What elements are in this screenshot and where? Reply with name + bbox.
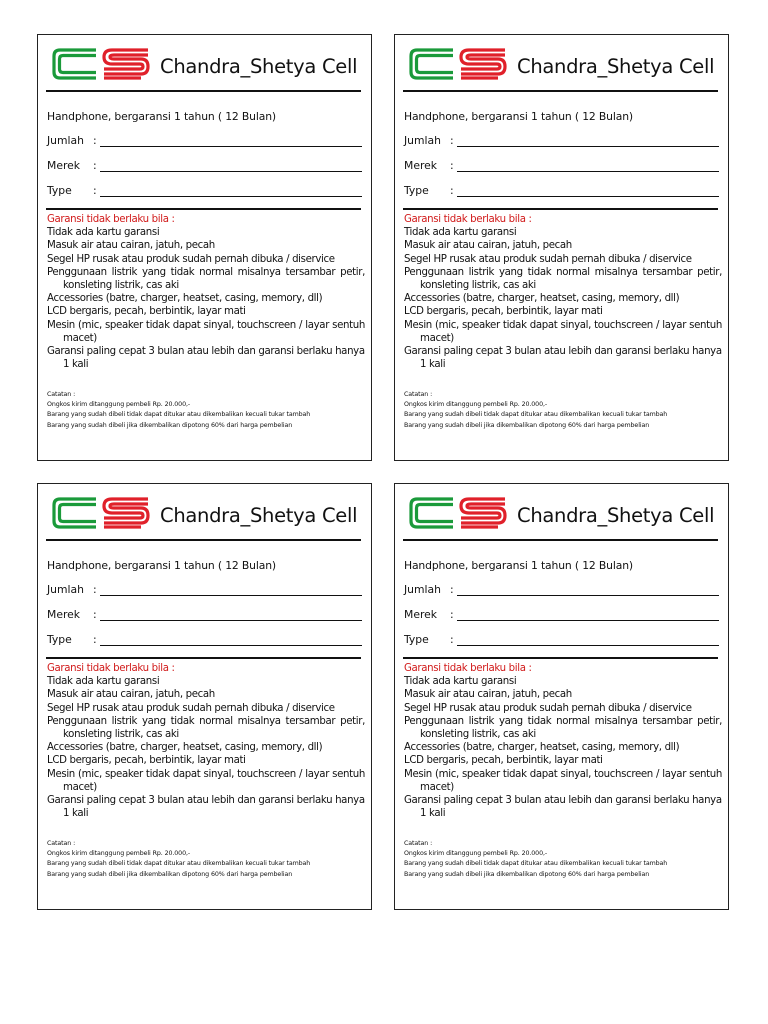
brand-field[interactable] xyxy=(47,159,362,175)
quantity-field[interactable] xyxy=(404,134,719,150)
section-divider xyxy=(403,657,718,659)
field-label: Merek xyxy=(47,159,81,172)
warranty-item: Tidak ada kartu garansi xyxy=(404,227,517,239)
field-label: Merek xyxy=(404,608,438,621)
warranty-item: Garansi paling cepat 3 bulan atau lebih dan garansi berlaku hanya 1 kali xyxy=(404,795,722,820)
warranty-intro: Handphone, bergaransi 1 tahun ( 12 Bulan) xyxy=(404,559,633,572)
warranty-card xyxy=(37,483,372,910)
note-item: Ongkos kirim ditanggung pembeli Rp. 20.000,- xyxy=(404,401,548,409)
note-item: Barang yang sudah dibeli jika dikembalikan dipotong 60% dari harga pembelian xyxy=(47,421,293,429)
field-colon: : xyxy=(93,134,97,147)
section-divider xyxy=(46,657,361,659)
brand-field[interactable] xyxy=(47,608,362,624)
warranty-item: Garansi paling cepat 3 bulan atau lebih dan garansi berlaku hanya 1 kali xyxy=(404,346,722,371)
field-colon: : xyxy=(93,633,97,646)
notes-heading: Catatan : xyxy=(47,391,76,398)
brand-input-line[interactable] xyxy=(457,171,719,172)
warranty-intro: Handphone, bergaransi 1 tahun ( 12 Bulan) xyxy=(47,110,276,123)
cs-logo-icon xyxy=(52,497,150,529)
note-item: Barang yang sudah dibeli jika dikembalikan dipotong 60% dari harga pembelian xyxy=(404,421,650,429)
warranty-item: Mesin (mic, speaker tidak dapat sinyal, touchscreen / layar sentuh macet) xyxy=(404,319,722,344)
warranty-item: LCD bergaris, pecah, berbintik, layar mati xyxy=(47,755,246,767)
type-field[interactable] xyxy=(404,633,719,649)
note-item: Barang yang sudah dibeli tidak dapat ditukar atau dikembalikan kecuali tukar tambah xyxy=(404,860,668,868)
field-colon: : xyxy=(450,608,454,621)
warranty-item: Garansi paling cepat 3 bulan atau lebih dan garansi berlaku hanya 1 kali xyxy=(47,795,365,820)
warranty-card xyxy=(37,34,372,461)
field-label: Merek xyxy=(47,608,81,621)
note-item: Ongkos kirim ditanggung pembeli Rp. 20.000,- xyxy=(404,850,548,858)
warranty-heading: Garansi tidak berlaku bila : xyxy=(47,214,175,225)
quantity-input-line[interactable] xyxy=(457,146,719,147)
header-divider xyxy=(46,90,361,92)
field-colon: : xyxy=(93,159,97,172)
type-input-line[interactable] xyxy=(100,645,362,646)
type-input-line[interactable] xyxy=(457,645,719,646)
section-divider xyxy=(403,208,718,210)
field-colon: : xyxy=(93,608,97,621)
notes-section xyxy=(47,390,365,431)
type-field[interactable] xyxy=(47,633,362,649)
cs-logo-icon xyxy=(52,48,150,80)
field-label: Type xyxy=(47,633,72,646)
brand-field[interactable] xyxy=(404,159,719,175)
warranty-item: Tidak ada kartu garansi xyxy=(47,227,160,239)
header-divider xyxy=(403,90,718,92)
warranty-item: Masuk air atau cairan, jatuh, pecah xyxy=(404,240,572,252)
warranty-item: Segel HP rusak atau produk sudah pernah dibuka / diservice xyxy=(47,702,335,714)
brand-name: Chandra_Shetya Cell xyxy=(160,504,358,527)
field-colon: : xyxy=(93,184,97,197)
type-field[interactable] xyxy=(404,184,719,200)
warranty-item: Segel HP rusak atau produk sudah pernah dibuka / diservice xyxy=(404,253,692,265)
warranty-item: Masuk air atau cairan, jatuh, pecah xyxy=(47,689,215,701)
warranty-exclusions xyxy=(404,213,722,371)
field-colon: : xyxy=(450,583,454,596)
type-input-line[interactable] xyxy=(457,196,719,197)
warranty-card xyxy=(394,483,729,910)
notes-section xyxy=(404,839,722,880)
notes-heading: Catatan : xyxy=(404,840,433,847)
warranty-item: Segel HP rusak atau produk sudah pernah dibuka / diservice xyxy=(47,253,335,265)
field-colon: : xyxy=(450,159,454,172)
cs-logo-icon xyxy=(409,48,507,80)
notes-heading: Catatan : xyxy=(404,391,433,398)
note-item: Barang yang sudah dibeli tidak dapat ditukar atau dikembalikan kecuali tukar tambah xyxy=(404,411,668,419)
quantity-input-line[interactable] xyxy=(457,595,719,596)
warranty-item: Penggunaan listrik yang tidak normal misalnya tersambar petir, konsleting listrik, cas aki xyxy=(404,266,722,292)
note-item: Ongkos kirim ditanggung pembeli Rp. 20.000,- xyxy=(47,401,191,409)
field-label: Jumlah xyxy=(47,583,85,596)
note-item: Barang yang sudah dibeli jika dikembalikan dipotong 60% dari harga pembelian xyxy=(404,870,650,878)
note-item: Barang yang sudah dibeli tidak dapat ditukar atau dikembalikan kecuali tukar tambah xyxy=(47,860,311,868)
warranty-item: Segel HP rusak atau produk sudah pernah dibuka / diservice xyxy=(404,702,692,714)
warranty-item: Accessories (batre, charger, heatset, casing, memory, dll) xyxy=(47,742,323,754)
header-divider xyxy=(46,539,361,541)
brand-name: Chandra_Shetya Cell xyxy=(160,55,358,78)
warranty-heading: Garansi tidak berlaku bila : xyxy=(47,663,175,674)
field-label: Jumlah xyxy=(47,134,85,147)
warranty-exclusions xyxy=(47,213,365,371)
notes-heading: Catatan : xyxy=(47,840,76,847)
field-colon: : xyxy=(450,134,454,147)
brand-field[interactable] xyxy=(404,608,719,624)
quantity-input-line[interactable] xyxy=(100,595,362,596)
field-label: Jumlah xyxy=(404,583,442,596)
warranty-item: Accessories (batre, charger, heatset, casing, memory, dll) xyxy=(47,293,323,305)
warranty-item: Mesin (mic, speaker tidak dapat sinyal, touchscreen / layar sentuh macet) xyxy=(47,319,365,344)
notes-section xyxy=(404,390,722,431)
section-divider xyxy=(46,208,361,210)
warranty-item: Garansi paling cepat 3 bulan atau lebih dan garansi berlaku hanya 1 kali xyxy=(47,346,365,371)
brand-input-line[interactable] xyxy=(100,620,362,621)
quantity-field[interactable] xyxy=(47,134,362,150)
field-label: Type xyxy=(404,184,429,197)
warranty-intro: Handphone, bergaransi 1 tahun ( 12 Bulan) xyxy=(404,110,633,123)
brand-name: Chandra_Shetya Cell xyxy=(517,55,715,78)
field-label: Type xyxy=(47,184,72,197)
warranty-item: LCD bergaris, pecah, berbintik, layar mati xyxy=(404,306,603,318)
field-colon: : xyxy=(93,583,97,596)
type-input-line[interactable] xyxy=(100,196,362,197)
warranty-item: Penggunaan listrik yang tidak normal misalnya tersambar petir, konsleting listrik, cas aki xyxy=(47,715,365,741)
warranty-item: Penggunaan listrik yang tidak normal misalnya tersambar petir, konsleting listrik, cas aki xyxy=(47,266,365,292)
brand-name: Chandra_Shetya Cell xyxy=(517,504,715,527)
note-item: Ongkos kirim ditanggung pembeli Rp. 20.000,- xyxy=(47,850,191,858)
field-label: Jumlah xyxy=(404,134,442,147)
warranty-intro: Handphone, bergaransi 1 tahun ( 12 Bulan) xyxy=(47,559,276,572)
warranty-card xyxy=(394,34,729,461)
field-colon: : xyxy=(450,633,454,646)
cs-logo-icon xyxy=(409,497,507,529)
brand-input-line[interactable] xyxy=(100,171,362,172)
warranty-item: Tidak ada kartu garansi xyxy=(404,676,517,688)
warranty-exclusions xyxy=(404,662,722,820)
warranty-heading: Garansi tidak berlaku bila : xyxy=(404,663,532,674)
field-colon: : xyxy=(450,184,454,197)
type-field[interactable] xyxy=(47,184,362,200)
warranty-exclusions xyxy=(47,662,365,820)
warranty-item: Mesin (mic, speaker tidak dapat sinyal, touchscreen / layar sentuh macet) xyxy=(404,768,722,793)
note-item: Barang yang sudah dibeli tidak dapat ditukar atau dikembalikan kecuali tukar tambah xyxy=(47,411,311,419)
warranty-item: LCD bergaris, pecah, berbintik, layar mati xyxy=(404,755,603,767)
warranty-item: Mesin (mic, speaker tidak dapat sinyal, touchscreen / layar sentuh macet) xyxy=(47,768,365,793)
header-divider xyxy=(403,539,718,541)
quantity-field[interactable] xyxy=(47,583,362,599)
brand-input-line[interactable] xyxy=(457,620,719,621)
quantity-input-line[interactable] xyxy=(100,146,362,147)
warranty-item: Accessories (batre, charger, heatset, casing, memory, dll) xyxy=(404,293,680,305)
field-label: Merek xyxy=(404,159,438,172)
warranty-heading: Garansi tidak berlaku bila : xyxy=(404,214,532,225)
notes-section xyxy=(47,839,365,880)
warranty-item: LCD bergaris, pecah, berbintik, layar mati xyxy=(47,306,246,318)
warranty-item: Masuk air atau cairan, jatuh, pecah xyxy=(47,240,215,252)
warranty-item: Masuk air atau cairan, jatuh, pecah xyxy=(404,689,572,701)
warranty-item: Tidak ada kartu garansi xyxy=(47,676,160,688)
note-item: Barang yang sudah dibeli jika dikembalikan dipotong 60% dari harga pembelian xyxy=(47,870,293,878)
field-label: Type xyxy=(404,633,429,646)
quantity-field[interactable] xyxy=(404,583,719,599)
warranty-item: Penggunaan listrik yang tidak normal misalnya tersambar petir, konsleting listrik, cas aki xyxy=(404,715,722,741)
warranty-item: Accessories (batre, charger, heatset, casing, memory, dll) xyxy=(404,742,680,754)
